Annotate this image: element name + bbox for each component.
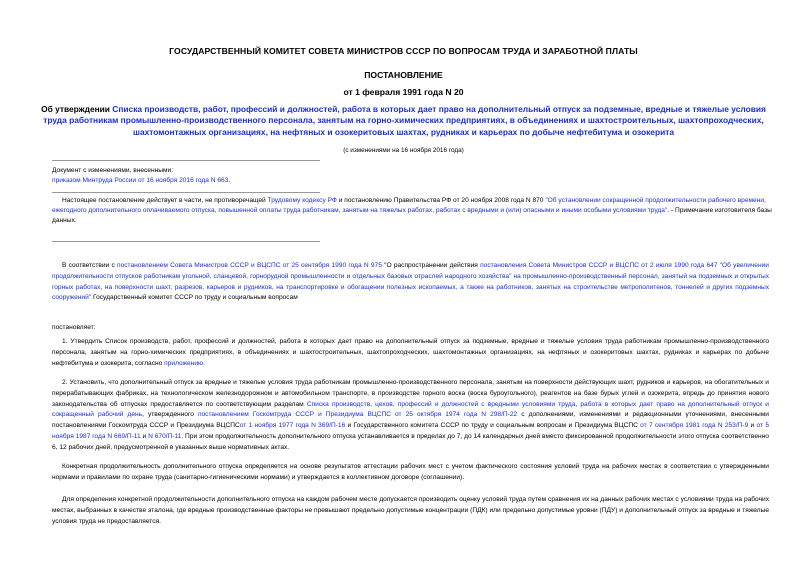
title-prefix: Об утверждении	[41, 104, 113, 114]
duration-paragraph: Конкретная продолжительность дополнительного отпуска определяется на основе результатов аттестации рабочих мест с учетом фактического состояния условий труда на рабочих местах в соответствии с утвержденными нормами и правилами по охране труда (санитарно-гигиеническими нормами) и утверждается в коллективном договоре (соглашении).	[52, 463, 769, 481]
preamble-paragraph	[52, 261, 769, 304]
committee-heading: ГОСУДАРСТВЕННЫЙ КОМИТЕТ СОВЕТА МИНИСТРОВ СССР ПО ВОПРОСАМ ТРУДА И ЗАРАБОТНОЙ ПЛАТЫ	[169, 46, 638, 56]
assessment-paragraph: Для определения конкретной продолжительности дополнительного отпуска на каждом рабочем месте допускается производить оценку условий труда путем сравнения их на данных рабочих местах с условиями труда на рабочих местах, выбранных в качестве эталона, где вредные производственные факторы не превышают предельно допустимые концентрации (ПДК) или предельно допустимые уровни (ПДУ) и дополнительный отпуск за вредные и тяжелые условия труда не предоставляется.	[52, 496, 769, 525]
p3-text-2: .	[202, 359, 205, 367]
p1-decree-title-link[interactable]: "Об увеличении продолжительности отпусков работникам угольной, сланцевой, горнорудной промышленности и отдельных базовых отраслей народного хозяйства" на промышленно-производственный персонал, занятый на подземных и открытых горных работах, на поверхности шахт, разрезов, карьеров и рудников, на транспортировке и обогащении полезных ископаемых, а также на работников, занятых на строительстве метрополитенов, тоннелей и других подземных сооружений"	[52, 262, 769, 302]
divider	[52, 192, 320, 193]
decree-670-link[interactable]: N 670/П-11	[148, 432, 182, 440]
p4-text-2: , утвержденного	[142, 411, 198, 419]
note-text-1: Настоящее постановление действует в части, не противоречащей	[62, 197, 268, 204]
divider	[52, 160, 320, 161]
publisher-note	[52, 196, 772, 227]
p4-text-7: . При этом продолжительность дополнительного отпуска устанавливается в пределах до 7, до 14 календарных дней вместо фиксированной продолжительности этого отпуска соответственно 6, 12 рабочих дней, предусмотренной в указанных выше нормативных актах.	[52, 432, 769, 451]
labor-code-link[interactable]: Трудовому кодексу РФ	[267, 197, 337, 204]
p4-text-3: с дополнениями, изменениями и редакционными уточнениями, внесенными постановлениями Госкомтруда СССР и Президиума ВЦСПС	[52, 411, 769, 430]
p4-text-6: и	[140, 432, 149, 440]
decree-669-link[interactable]: от 5 ноября 1987 года N 669/П-11	[52, 422, 769, 440]
government-decree-link[interactable]: "Об установлении сокращенной продолжительности рабочего времени, ежегодного дополнительного оплачиваемого отпуска, повышенной оплаты труда работникам, занятым на тяжелых работах, работах с вредными и (или) опасными и иными особыми условиями труда"	[52, 197, 766, 215]
p1-text-1: В соответствии с	[62, 262, 117, 269]
amendment-label: Документ с изменениями, внесенными:	[52, 167, 174, 174]
p1-text-4: Государственный комитет СССР по труду и социальным вопросам	[91, 294, 298, 302]
amendment-document-block	[52, 166, 230, 186]
resolves-paragraph: постановляет:	[52, 324, 96, 331]
council-decree-647-link[interactable]: постановления Совета Министров СССР и ВЦСПС от 2 июля 1990 года 647	[480, 262, 718, 269]
decree-253-link[interactable]: от 7 сентября 1981 года N 253/П-9	[640, 422, 749, 430]
document-title	[40, 104, 767, 138]
amendment-suffix: .	[228, 177, 231, 184]
council-decree-975-link[interactable]: постановлением Совета Министров СССР и ВЦСПС от 25 сентября 1990 года N 975	[117, 262, 382, 269]
title-list-link[interactable]: Списка производств, работ, профессий и должностей, работа в которых дает право на дополнительный отпуск за подземные, вредные и тяжелые условия труда работникам промышленно-производственного персонала, занятым на горно-химических предприятиях, в объединениях и шахтостроительных, шахтопроходческих, шахтомонтажных организациях, на нефтяных и озокеритовых шахтах, рудниках и карьерах по добыче нефтебитума и озокерита	[43, 104, 766, 137]
note-text-2: и постановлению Правительства РФ от 20 ноября 2008 года N 870	[336, 197, 546, 204]
amendments-note: (с изменениями на 16 ноября 2016 года)	[343, 147, 464, 154]
note-text-3: . - Примечание изготовителя базы данных.	[52, 207, 772, 225]
appendix-link[interactable]: приложению	[164, 359, 203, 367]
divider	[52, 241, 320, 242]
p3-text-1: 1. Утвердить Список производств, работ, профессий и должностей, работа в которых дает право на дополнительный отпуск за подземные, вредные и тяжелые условия труда работникам промышленно-производственного персонала, занятым на горно-химических предприятиях, в объединениях и шахтостроительных, шахтопроходческих, шахтомонтажных организациях, на нефтяных и озокеритовых шахтах, рудниках и карьерах по добыче нефтебитума и озокерита, согласно	[52, 338, 769, 367]
decree-369-link[interactable]: от 1 ноября 1977 года N 369/П-16	[239, 422, 346, 430]
document-type-heading: ПОСТАНОВЛЕНИЕ	[364, 70, 443, 80]
p4-text-5: и	[748, 422, 757, 430]
harmful-conditions-list-link[interactable]: Списка производств, цехов, профессий и должностей с вредными условиями труда, работа в которых дает право на дополнительный отпуск и сокращенный рабочий день	[52, 400, 769, 419]
amendment-order-link[interactable]: приказом Минтруда России от 16 ноября 2016 года N 663	[52, 177, 229, 184]
document-date: от 1 февраля 1991 года N 20	[343, 87, 464, 97]
item-1-paragraph	[52, 337, 769, 369]
p1-text-2: "О распространении действия	[381, 262, 481, 269]
p4-text-1: 2. Установить, что дополнительный отпуск за вредные и тяжелые условия труда работникам промышленно-производственного персонала, занятым на поверхности действующих шахт, рудников и карьеров, на обогатительных и перерабатывающих фабриках, на технологическом железнодорожном и автомобильном транспорте, в производстве горного воска (воска буроугольного), реагентов на базе бурых углей и озокерита, впредь до принятия нового законодательства об отпусках предоставляется по соответствующим разделам	[52, 379, 769, 408]
decree-298-link[interactable]: постановлением Госкомтруда СССР и Президиума ВЦСПС от 25 октября 1974 года N 298/П-22	[197, 411, 518, 419]
p4-text-4: и Государственного комитета СССР по труду и социальным вопросам и Президиума ВЦСПС	[345, 422, 641, 430]
item-2-paragraph	[52, 378, 769, 454]
